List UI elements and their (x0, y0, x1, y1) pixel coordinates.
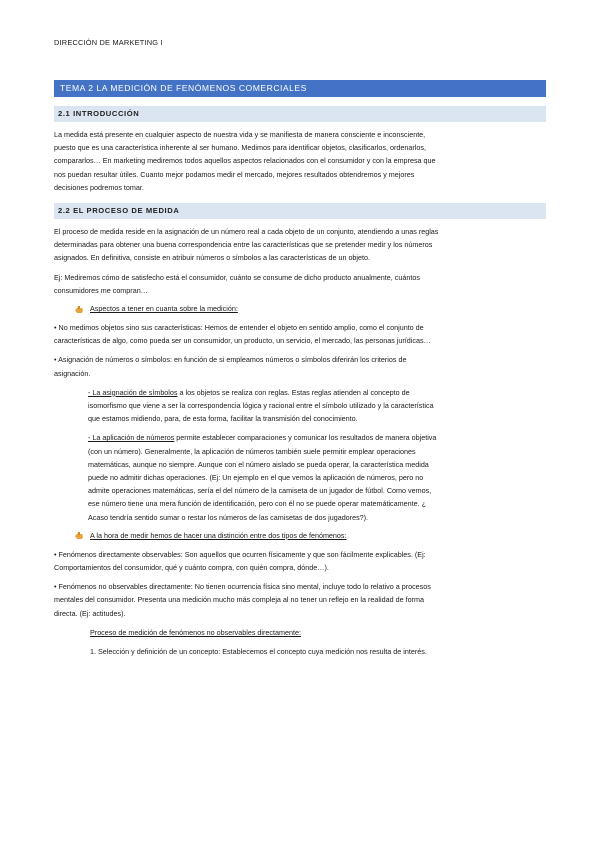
text-line: compararlos… En marketing mediremos todos aquellos aspectos relacionados con el consumidor y con la empresa que (54, 156, 436, 166)
paragraph-caracteristicas (54, 321, 546, 347)
text-line: puede no admitir dichas operaciones. (Ej: Un ejemplo en el que vemos la aplicación de números, pero no (88, 473, 424, 483)
text-line: directa. (Ej: actitudes). (54, 608, 126, 618)
text-line: características de algo, como pueda ser un consumidor, un producto, un servicio, el mercado, las personas jurídicas… (54, 336, 431, 346)
text-line: (con un número). Generalmente, la aplicación de números también suele permitir emplear operaciones (88, 446, 416, 456)
paragraph-definicion (54, 225, 546, 265)
paragraph-simbolos (88, 386, 546, 426)
text-line: nos puedan resultar útiles. Cuanto mejor podamos medir el mercado, mejores resultados obtendremos y mejores (54, 169, 415, 179)
pointing-hand-icon (74, 531, 84, 540)
text-line: • Asignación de números o símbolos: en función de si empleamos números o símbolos diferirán los criterios de (54, 355, 407, 365)
bullet-aspectos (74, 303, 546, 315)
paragraph-no-observables (54, 580, 546, 620)
pointing-hand-icon (74, 305, 84, 314)
text-line: mentales del consumidor. Presenta una medición mucho más compleja al no tener un reflejo en la realidad de forma (54, 595, 424, 605)
text-line: El proceso de medida reside en la asignación de un número real a cada objeto de un conjunto, atendiendo a unas reglas (54, 227, 439, 237)
subheading-simbolos: - La asignación de símbolos (88, 387, 178, 397)
bullet-fenomenos (74, 530, 546, 542)
text-line: determinadas para obtener una buena correspondencia entre las características que se pretender medir y los números (54, 240, 433, 250)
intro-paragraph (54, 128, 546, 194)
section-heading-introduccion: 2.1 INTRODUCCIÓN (54, 106, 546, 122)
text-line: • No medimos objetos sino sus características: Hemos de entender el objeto en sentido amplio, como el conjunto de (54, 323, 424, 333)
text-line: • Fenómenos no observables directamente: No tienen ocurrencia física sino mental, incluye todo lo relativo a procesos (54, 582, 431, 592)
text-line: admite operaciones matemáticas, sería el del número de la camiseta de un jugador de fútbol. Como vemos, (88, 486, 432, 496)
text-line: ese número tiene una mera función de identificación, pero con él no se puede operar matemáticamente. ¿ (88, 499, 427, 509)
text-line: asignados. En definitiva, consiste en atribuir números o símbolos a las características de un objeto. (54, 253, 371, 263)
text-line: consumidores me compran… (54, 285, 148, 295)
paragraph-ejemplo (54, 271, 546, 297)
text-line: que estamos midiendo, para, de esta forma, facilitar la transmisión del conocimiento. (88, 414, 358, 424)
text-line: decisiones podremos tomar. (54, 182, 144, 192)
text-line: Ej: Mediremos cómo de satisfecho está el consumidor, cuánto se consume de dicho producto anualmente, cuántos (54, 272, 420, 282)
text-line: a los objetos se realiza con reglas. Estas reglas atienden al concepto de (177, 387, 410, 397)
running-header: DIRECCIÓN DE MARKETING I (54, 38, 163, 47)
text-line: permite establecer comparaciones y comunicar los resultados de manera objetiva (174, 433, 437, 443)
subheading-numeros: - La aplicación de números (88, 433, 175, 443)
section-heading-proceso-medida: 2.2 EL PROCESO DE MEDIDA (54, 203, 546, 219)
bullet-label: Aspectos a tener en cuanta sobre la medición: (90, 304, 238, 314)
text-line: puesto que es una característica inherente al ser humano. Medimos para identificar objetos, clasificarlos, ordenarlos, (54, 143, 426, 153)
text-line: Comportamientos del consumidor, qué y cuánto compra, con quién compra, dónde…). (54, 563, 329, 573)
text-line: Acaso tendría sentido sumar o restar los números de las camisetas de dos jugadores?). (88, 512, 369, 522)
text-line: La medida está presente en cualquier aspecto de nuestra vida y se manifiesta de manera consciente e inconsciente, (54, 130, 426, 139)
bullet-label: A la hora de medir hemos de hacer una distinción entre dos tipos de fenómenos: (90, 530, 347, 540)
text-line: asignación. (54, 368, 91, 378)
chapter-title-bar: TEMA 2 LA MEDICIÓN DE FENÓMENOS COMERCIALES (54, 80, 546, 97)
subheading-proceso: Proceso de medición de fenómenos no observables directamente: (90, 627, 301, 637)
text-line: matemáticas, aunque no siempre. Aunque con el número aislado se pueda operar, la característica medida (88, 459, 429, 469)
document-body (54, 80, 546, 658)
text-line: isomorfismo que viene a ser la correspondencia lógica y racional entre el símbolo utilizado y la característica (88, 401, 434, 411)
paragraph-numeros (88, 431, 546, 523)
step-1-text: 1. Selección y definición de un concepto: Establecemos el concepto cuya medición nos resulta de interés. (90, 647, 427, 657)
paragraph-asignacion (54, 353, 546, 379)
text-line: • Fenómenos directamente observables: Son aquellos que ocurren físicamente y que son fácilmente explicables. (Ej: (54, 549, 426, 559)
paragraph-observables (54, 548, 546, 574)
